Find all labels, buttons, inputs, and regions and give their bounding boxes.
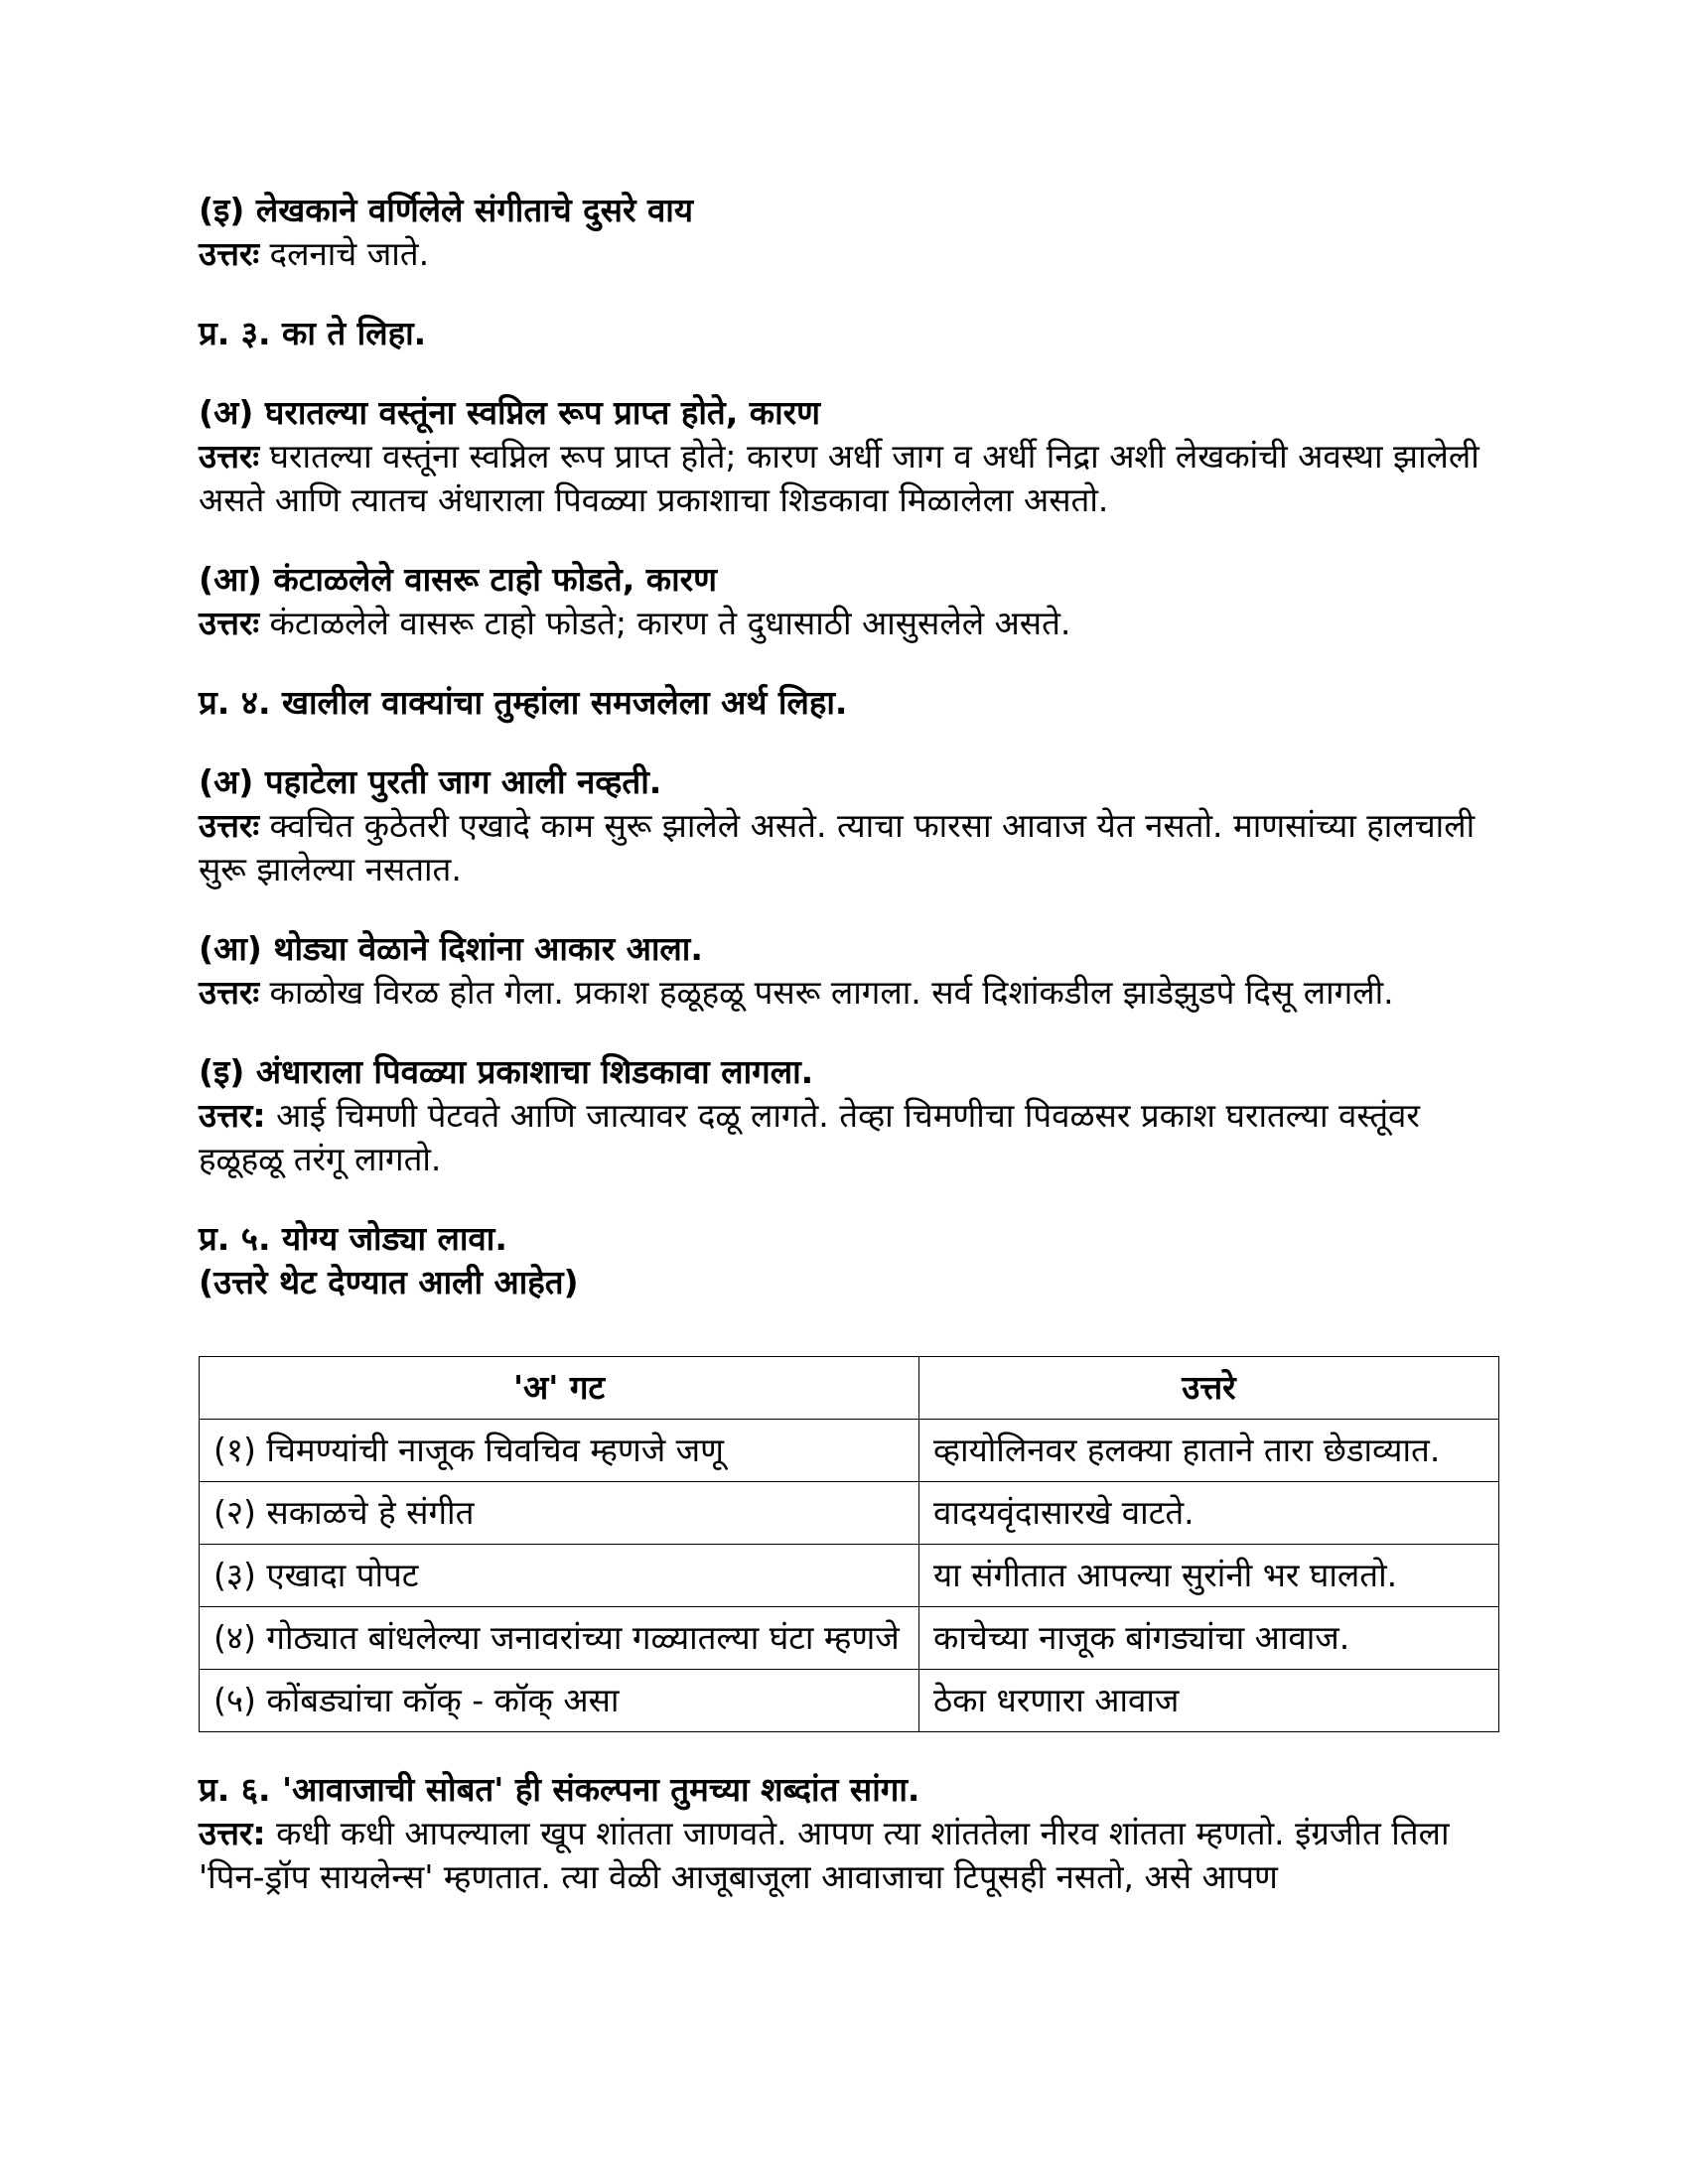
answer-label: उत्तर: [199, 1096, 266, 1135]
table-cell: (१) चिमण्यांची नाजूक चिवचिव म्हणजे जणू [200, 1420, 919, 1482]
answer-4a [199, 804, 1499, 891]
answer-text: आई चिमणी पेटवते आणि जात्यावर दळू लागते. तेव्हा चिमणीचा पिवळसर प्रकाश घरातल्या वस्तूंवर हळूहळू तरंगू लागतो. [199, 1096, 1420, 1178]
table-cell: काचेच्या नाजूक बांगड्यांचा आवाज. [919, 1607, 1499, 1670]
question-4b: (आ) थोड्या वेळाने दिशांना आकार आला. [199, 929, 703, 968]
answer-text: क्वचित कुठेतरी एखादे काम सुरू झालेले असते. त्याचा फारसा आवाज येत नसतो. माणसांच्या हालचाली सुरू झालेल्या नसतात. [199, 806, 1476, 888]
question-3b: (आ) कंटाळलेले वासरू टाहो फोडते, कारण [199, 560, 718, 599]
answer-text: काळोख विरळ होत गेला. प्रकाश हळूहळू पसरू लागला. सर्व दिशांकडील झाडेझुडपे दिसू लागली. [259, 973, 1394, 1012]
answer-text: कधी कधी आपल्याला खूप शांतता जाणवते. आपण त्या शांततेला नीरव शांतता म्हणतो. इंग्रजीत तिला 'पिन-ड्रॉप सायलेन्स' म्हणतात. त्या वेळी आजूबाजूला आवाजाचा टिपूसही नसतो, असे आपण [199, 1814, 1450, 1896]
table-cell: (२) सकाळचे हे संगीत [200, 1482, 919, 1545]
answer-2e [199, 232, 1499, 276]
answer-4b [199, 971, 1499, 1015]
table-cell: (३) एखादा पोपट [200, 1545, 919, 1607]
table-row [200, 1482, 1499, 1545]
question-2e: (इ) लेखकाने वर्णिलेले संगीताचे दुसरे वाय [199, 191, 693, 229]
answer-6 [199, 1812, 1499, 1899]
document-page [199, 189, 1499, 1899]
section-heading-q3: प्र. ३. का ते लिहा. [199, 314, 427, 352]
table-cell: ठेका धरणारा आवाज [919, 1670, 1499, 1732]
table-row [200, 1670, 1499, 1732]
answer-label: उत्तरः [199, 973, 260, 1012]
answer-label: उत्तर: [199, 1814, 266, 1852]
answer-text: दलनाचे जाते. [259, 234, 430, 273]
question-4c: (इ) अंधाराला पिवळ्या प्रकाशाचा शिडकावा लागला. [199, 1052, 814, 1091]
table-cell: (४) गोठ्यात बांधलेल्या जनावरांच्या गळ्यातल्या घंटा म्हणजे [200, 1607, 919, 1670]
answer-3b [199, 602, 1499, 645]
table-row [200, 1607, 1499, 1670]
answer-text: कंटाळलेले वासरू टाहो फोडते; कारण ते दुधासाठी आसुसलेले असते. [259, 604, 1071, 642]
question-4a: (अ) पहाटेला पुरती जाग आली नव्हती. [199, 762, 662, 801]
answer-text: घरातल्या वस्तूंना स्वप्निल रूप प्राप्त होते; कारण अर्धी जाग व अर्धी निद्रा अशी लेखकांची अवस्था झालेली असते आणि त्यातच अंधाराला पिवळ्या प्रकाशाचा शिडकावा मिळालेला असतो. [199, 437, 1479, 519]
table-row [200, 1420, 1499, 1482]
section-heading-q6: प्र. ६. 'आवाजाची सोबत' ही संकल्पना तुमच्या शब्दांत सांगा. [199, 1770, 920, 1809]
column-header-group-a: 'अ' गट [200, 1357, 919, 1420]
matching-table [199, 1356, 1499, 1732]
answer-label: उत्तरः [199, 437, 260, 476]
question-3a: (अ) घरातल्या वस्तूंना स्वप्निल रूप प्राप्त होते, कारण [199, 393, 821, 432]
table-cell: (५) कोंबड्यांचा कॉक् - कॉक् असा [200, 1670, 919, 1732]
table-header-row [200, 1357, 1499, 1420]
answer-3a [199, 435, 1499, 522]
table-row [200, 1545, 1499, 1607]
answer-label: उत्तरः [199, 234, 260, 273]
section-heading-q4: प्र. ४. खालील वाक्यांचा तुम्हांला समजलेला अर्थ लिहा. [199, 683, 848, 722]
table-cell: या संगीतात आपल्या सुरांनी भर घालतो. [919, 1545, 1499, 1607]
table-cell: व्हायोलिनवर हलक्या हाताने तारा छेडाव्यात. [919, 1420, 1499, 1482]
table-cell: वादयवृंदासारखे वाटते. [919, 1482, 1499, 1545]
answer-label: उत्तरः [199, 604, 260, 642]
section-subheading-q5: (उत्तरे थेट देण्यात आली आहेत) [199, 1263, 579, 1301]
column-header-answers: उत्तरे [919, 1357, 1499, 1420]
answer-label: उत्तरः [199, 806, 260, 845]
answer-4c [199, 1094, 1499, 1181]
section-heading-q5: प्र. ५. योग्य जोड्या लावा. [199, 1219, 507, 1258]
